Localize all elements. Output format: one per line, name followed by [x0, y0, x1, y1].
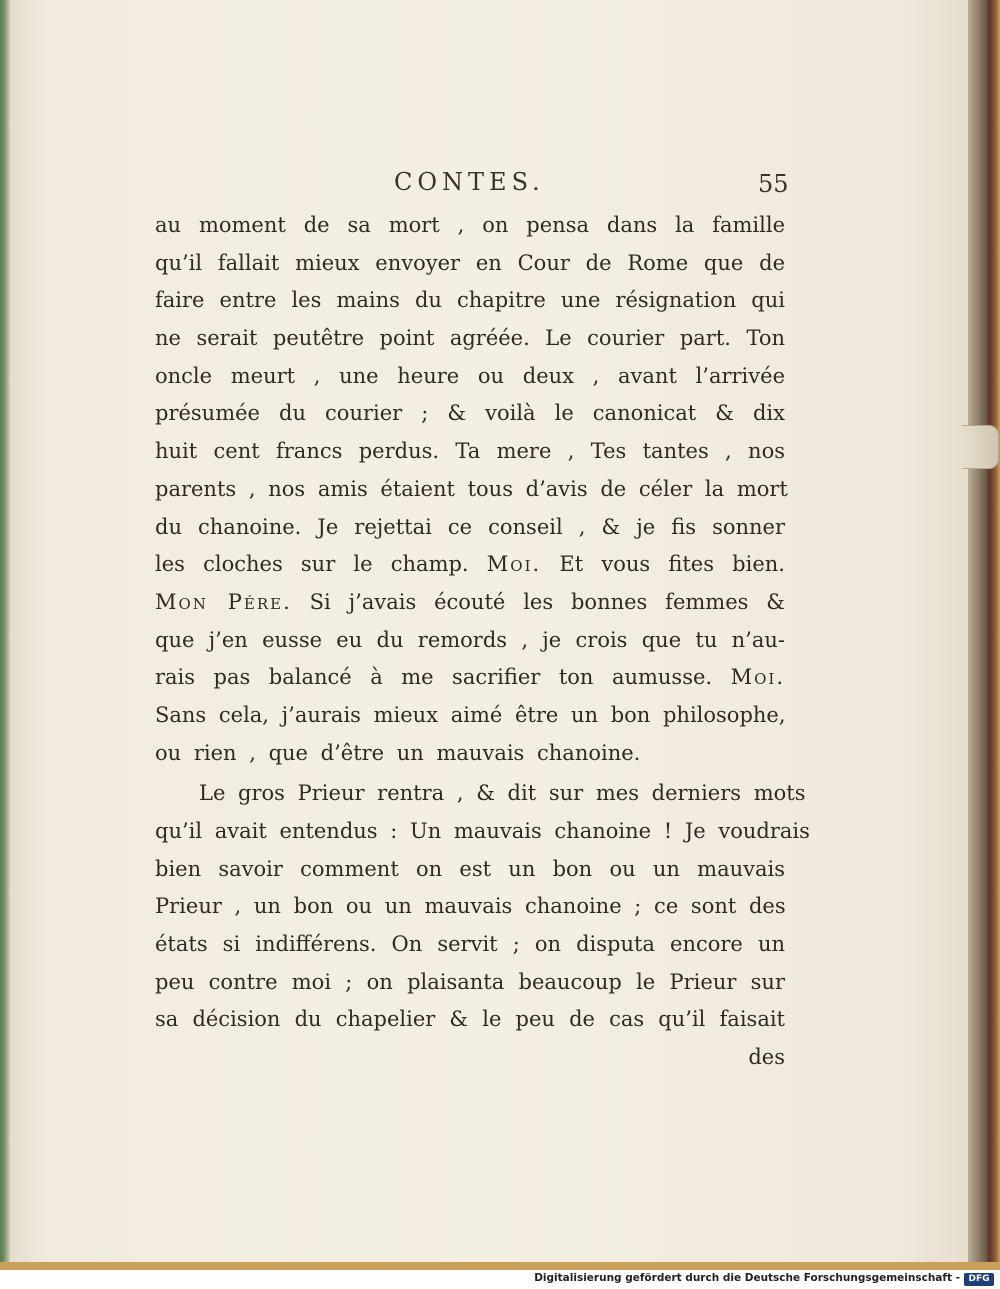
text-segment: les cloches sur le champ.	[155, 552, 469, 577]
paragraph-first-line: Le gros Prieur rentra , & dit sur mes derniers mots	[199, 781, 806, 806]
text-line: Sans cela, j’aurais mieux aimé être un bon philosophe,	[155, 702, 786, 727]
text-line: bien savoir comment on est un bon ou un mauvais	[155, 856, 785, 881]
catchword: des	[748, 1045, 785, 1070]
text-line: présumée du courier ; & voilà le canonicat & dix	[155, 401, 785, 426]
text-line: parents , nos amis étaient tous d’avis de céler la mort	[155, 476, 788, 501]
text-line: peu contre moi ; on plaisanta beaucoup le Prieur sur	[155, 969, 785, 994]
cover-bottom-edge	[0, 1262, 1000, 1270]
page-header	[10, 168, 978, 208]
speaker-label: Moi.	[486, 552, 542, 577]
funding-notice: Digitalisierung gefördert durch die Deutsche Forschungsgemeinschaft -	[534, 1272, 960, 1284]
text-line: états si indifférens. On servit ; on disputa encore un	[155, 932, 785, 957]
page-number: 55	[758, 170, 789, 198]
cover-edge	[988, 0, 1000, 1270]
text-line: qu’il avait entendus : Un mauvais chanoine ! Je voudrais	[155, 819, 810, 843]
text-segment: Et vous fites bien.	[559, 552, 785, 577]
main-text	[155, 207, 810, 1077]
text-line: Prieur , un bon ou un mauvais chanoine ; ce sont des	[155, 894, 786, 919]
text-line: sa décision du chapelier & le peu de cas qu’il faisait	[155, 1007, 785, 1032]
text-line: faire entre les mains du chapitre une résignation qui	[155, 288, 785, 313]
footer	[0, 1270, 1000, 1289]
text-line: au moment de sa mort , on pensa dans la famille	[155, 213, 785, 237]
text-line: ne serait peutêtre point agréée. Le courier part. Ton	[155, 326, 785, 351]
dfg-logo: DFG	[964, 1273, 994, 1286]
text-segment: rais pas balancé à me sacrifier ton aumusse.	[155, 665, 713, 690]
text-line: que j’en eusse eu du remords , je crois que tu n’au-	[155, 627, 785, 652]
text-line: ou rien , que d’être un mauvais chanoine.	[155, 740, 641, 765]
speaker-label: Mon Pére.	[155, 589, 292, 614]
text-line	[155, 659, 785, 697]
text-line: qu’il fallait mieux envoyer en Cour de Rome que de	[155, 250, 785, 275]
text-segment: Si j’avais écouté les bonnes femmes &	[309, 589, 785, 614]
text-line	[155, 584, 785, 622]
page-tab	[962, 425, 999, 469]
text-line	[155, 546, 785, 584]
speaker-label: Moi.	[730, 665, 785, 690]
text-line: oncle meurt , une heure ou deux , avant l’arrivée	[155, 363, 785, 388]
running-title: CONTES.	[394, 168, 545, 196]
text-line: du chanoine. Je rejettai ce conseil , & je fis sonner	[155, 514, 785, 539]
text-line: huit cent francs perdus. Ta mere , Tes tantes , nos	[155, 439, 785, 464]
